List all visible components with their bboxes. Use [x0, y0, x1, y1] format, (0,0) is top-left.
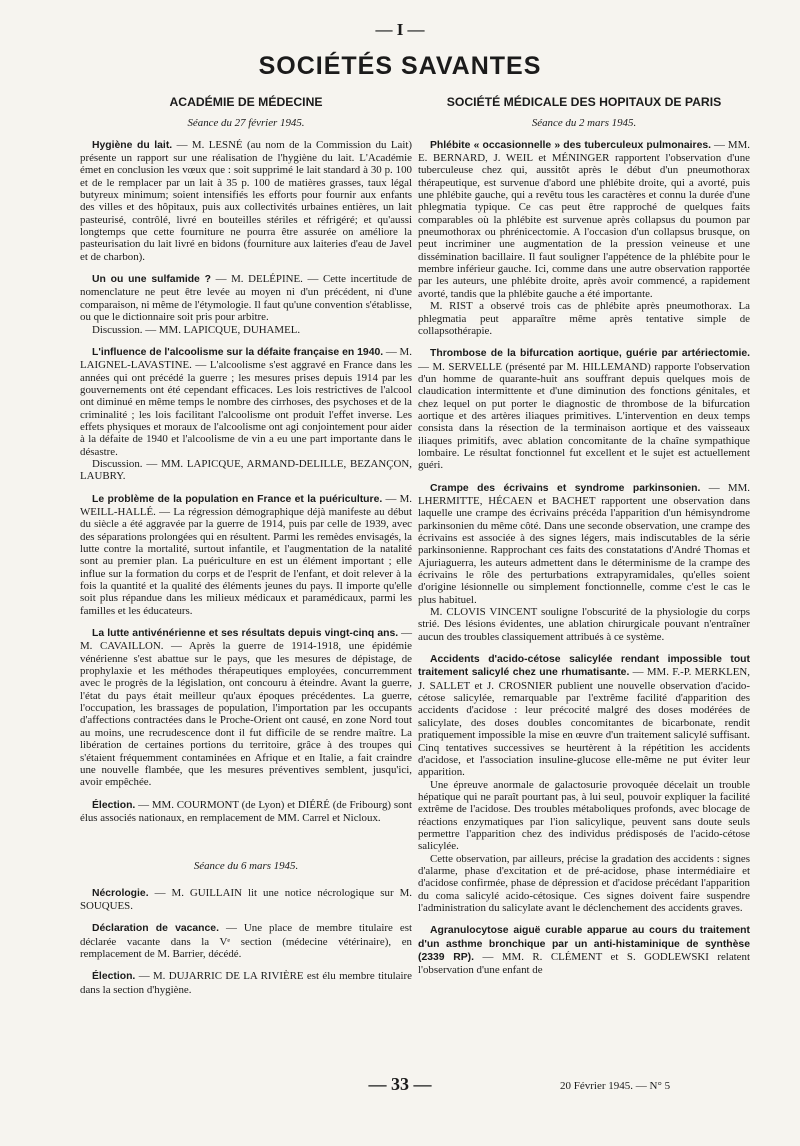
page-title: SOCIÉTÉS SAVANTES	[258, 52, 542, 80]
article-text: Une épreuve anormale de galactosurie provoquée décelait un trouble hépatique qui ne paraît pourtant pas, à lui seul, pouvoir expliquer la facilité extrême de l'acidose. Des troubles métaboliques profonds, avec blocage de réactions enzymatiques par l'ion salicylique, peuvent sans doute seuls permettre l'apparition chez des individus prédisposés de l'acido-cétose salicylée.	[418, 778, 750, 853]
article-list	[418, 139, 750, 977]
session-date: Séance du 27 février 1945.	[187, 117, 305, 130]
article-title: Nécrologie.	[92, 887, 149, 899]
article-body	[80, 346, 412, 458]
article-body	[80, 139, 412, 263]
article-item	[80, 346, 412, 483]
article-body	[80, 970, 412, 996]
article-title: Hygiène du lait.	[92, 139, 173, 151]
article-title: Le problème de la population en France et la puériculture.	[92, 493, 383, 505]
article-continuation	[80, 458, 412, 483]
article-title: Agranulocytose aiguë curable apparue au cours du traitement d'un asthme bronchique par un anti-histaminique de synthèse (2339 RP).	[418, 925, 750, 963]
article-text: — M. SERVELLE (présenté par M. HILLEMAND) rapporte l'observation d'un homme de quarante-huit ans souffrant depuis quelques mois de claudication intermittente et d'une diminution des fonctions génitales, et chez lequel on put porter le diagnostic de thrombose de la bifurcation aortique et des artères iliaques primitives. L'intervention en deux temps consista dans la résection de la terminaison aortique et des vaisseaux iliaques primitifs, avec ablation concomitante de la chaîne sympathique lombaire. Le résultat fonctionnel fut excellent et le sujet est actuellement guéri.	[418, 360, 750, 472]
article-list	[80, 139, 412, 825]
article-body	[80, 799, 412, 825]
article-body	[418, 482, 750, 606]
article-item	[418, 139, 750, 338]
article-title: Un ou une sulfamide ?	[92, 274, 211, 286]
article-continuation	[418, 606, 750, 643]
article-item	[80, 887, 412, 913]
article-title: Phlébite « occasionnelle » des tuberculeux pulmonaires.	[430, 139, 712, 151]
article-text: — MM. COURMONT (de Lyon) et DIÉRÉ (de Fribourg) sont élus associés nationaux, en remplacement de MM. Carrel et Nicloux.	[80, 798, 412, 824]
article-text: — MM. F.-P. MERKLEN, J. SALLET et J. CROSNIER publient une nouvelle observation d'acido-cétose salicylée, remarquable par l'extrême facilité d'apparition des accidents d'acidose : leur précocité malgré des doses modérées de salicylate, des doses doubles concomitantes de bicarbonate, rendit pratiquement impossible la mise en œuvre d'un traitement salicylé suffisant. Cinq tentatives successives se heurtèrent à la répétition les accidents d'acidose, et l'association insuline-glucose elle-même ne put éviter leur apparition.	[418, 666, 750, 779]
article-item	[418, 347, 750, 471]
article-text: — M. WEILL-HALLÉ. — La régression démographique déjà manifeste au début du siècle a été aggravée par la guerre de 1914, puis par celle de 1939, avec des séparations prolongées qui en résultent. Parmi les remèdes envisagés, la lutte contre la mortalité, surtout infantile, et l'augmentation de la natalité sont au premier plan. La puériculture en est un élément important ; elle influe sur la formation du corps et de l'esprit de l'enfant, et doit relever à la fois la quantité et la qualité des éléments jeunes du pays. Il importe qu'elle soit plus répandue dans les milieux médicaux et paramédicaux, parmi les familles et les éducateurs.	[80, 492, 412, 617]
session-date-2: Séance du 6 mars 1945.	[193, 860, 299, 873]
article-item	[418, 653, 750, 914]
article-title: Élection.	[92, 971, 136, 983]
article-text: — MM. E. BERNARD, J. WEIL et MÉNINGER rapportent l'observation d'une tuberculeuse chez qui, aussitôt après le début d'un pneumothorax thérapeutique, est survenue d'abord une phlébite droite, qui a avorté, puis une phlébite gauche, qui a revêtu tous les caractères et connu la durée d'une phlegmatia typique. Ce cas peut être rapproché de quelques faits comparables où la phlébite est survenue après collapsus du poumon par pneumothorax ou phrénicectomie. A l'occasion d'un collapsus brusque, on peut incriminer une augmentation de la pression veineuse et une dissémination bacillaire. Il faut souligner l'appétence de la phlébite pour le membre inférieur gauche. Ici, comme dans une autre observation rapportée par les auteurs, une phlébite droite, après avoir commencé, a rapidement avorté, tandis que la phlébite gauche a été importante.	[418, 138, 750, 300]
article-body	[418, 924, 750, 976]
article-text: Discussion. — MM. LAPICQUE, DUHAMEL.	[92, 323, 301, 336]
article-list-2	[80, 887, 412, 996]
article-body	[80, 887, 412, 913]
article-text: — M. LAIGNEL-LAVASTINE. — L'alcoolisme s'est aggravé en France dans les années qui ont précédé la guerre ; les mesures prises depuis 1914 par les gouvernements ont été cependant efficaces. Les lois restrictives de l'alcool ont diminué en même temps le nombre des cirrhoses, des psychoses et de la criminalité ; les lois facilitant l'alcoolisme ont produit l'effet inverse. Les effets physiques et moraux de l'alcoolisme ont agi conjointement pour aider à la défaite de 1940 et l'alcoolisme de vin a eu une part importante dans le désastre.	[80, 345, 412, 458]
footer-page-number: — 33 —	[368, 1074, 432, 1094]
session-date: Séance du 2 mars 1945.	[531, 117, 637, 130]
article-body	[80, 627, 412, 788]
article-item	[418, 924, 750, 976]
article-item	[80, 799, 412, 825]
article-body	[418, 347, 750, 471]
right-column	[418, 96, 750, 987]
article-text: M. CLOVIS VINCENT souligne l'obscurité de la physiologie du corps strié. Des lésions évidentes, une ablation chirurgicale pouvant n'entraîner aucun des troubles classiquement attribués à ce système.	[418, 606, 750, 643]
article-title: Accidents d'acido-cétose salicylée rendant impossible tout traitement salicylé chez une rhumatisante.	[418, 654, 750, 679]
article-title: L'influence de l'alcoolisme sur la défaite française en 1940.	[92, 346, 384, 358]
section-heading-hopitaux: SOCIÉTÉ MÉDICALE DES HOPITAUX DE PARIS	[446, 95, 722, 109]
article-item	[80, 493, 412, 617]
article-text: — M. LESNÉ (au nom de la Commission du Lait) présente un rapport sur une réalisation de l'hygiène du lait. L'Académie émet en conclusion les vœux que : soit supprimé le lait standard à 30 p. 100 et de le remplacer par un lait à 35 p. 100 de matières grasses, taux légal butyreux minimum; soient intensifiés les efforts pour fournir aux enfants des villes et des hôpitaux, puis aux collectivités urbaines entières, un lait pasteurisé, contrôlé, livré en bouteilles stériles et réfrigéré; et qu'aussi longtemps que cette fourniture ne pourra être assurée on améliore la pasteurisation du lait livré en bidons (fourniture aux laiteries d'eau de Javel et de charbon).	[80, 138, 412, 263]
article-title: Déclaration de vacance.	[92, 923, 219, 935]
article-body	[418, 653, 750, 778]
top-page-number: — I —	[375, 20, 425, 39]
left-column	[80, 96, 412, 1006]
article-item	[80, 922, 412, 960]
article-text: — M. DELÉPINE. — Cette incertitude de nomenclature ne peut être levée au moyen ni d'un précédent, ni d'une comparaison, ni même de l'étymologie. Il faut qu'une convention s'établisse, ou que le dictionnaire soit pris pour arbitre.	[80, 273, 412, 324]
article-body	[80, 273, 412, 323]
article-item	[80, 139, 412, 263]
article-continuation	[418, 300, 750, 337]
article-item	[80, 273, 412, 336]
article-continuation	[418, 853, 750, 915]
article-title: Élection.	[92, 799, 136, 811]
article-text: — M. DUJARRIC DE LA RIVIÈRE est élu membre titulaire dans la section d'hygiène.	[80, 970, 412, 996]
article-item	[80, 627, 412, 788]
article-item	[418, 482, 750, 643]
article-text: — MM. R. CLÉMENT et S. GODLEWSKI relatent l'observation d'une enfant de	[418, 951, 750, 977]
section-heading-academie: ACADÉMIE DE MÉDECINE	[169, 95, 323, 109]
article-body	[80, 493, 412, 617]
article-text: — MM. LHERMITTE, HÉCAEN et BACHET rapportent une observation dans laquelle une crampe des écrivains précéda l'apparition d'un hémisyndrome parkinsonien du même côté. Dans une seconde observation, une crampe des écrivains est associée à des signes légers, mais indiscutables de la série parkinsonienne. Rapprochant ces faits des constatations d'André Thomas et Ajuriaguerra, les auteurs admettent dans le déterminisme de la crampe des écrivains le rôle des perturbations extrapyramidales, qu'elles soient d'origine lésionnelle ou simplement fonctionnelle, comme c'est le cas le plus habituel.	[418, 481, 750, 606]
article-text: — M. GUILLAIN lit une notice nécrologique sur M. SOUQUES.	[80, 886, 412, 912]
issue-date: 20 Février 1945. — N° 5	[560, 1080, 671, 1092]
article-title: La lutte antivénérienne et ses résultats depuis vingt-cinq ans.	[92, 628, 399, 640]
article-text: Cette observation, par ailleurs, précise la gradation des accidents : signes d'alarme, phase d'excitation et de pré-acidose, phase intermédiaire et d'acidose confirmée, phase de dépression et d'acidose précédant l'apparition du coma salicylé acido-cétosique. Ces signes doivent faire suspendre l'administration du salicylate avant le déclenchement des accidents graves.	[418, 852, 750, 914]
article-title: Crampe des écrivains et syndrome parkinsonien.	[430, 482, 701, 494]
article-text: — M. CAVAILLON. — Après la guerre de 1914-1918, une épidémie vénérienne s'est abattue sur le pays, que les mesures de dépistage, de prophylaxie et les méthodes thérapeutiques employées, concurremment avec le progrès de la législation, ont concouru à éteindre. Avant la guerre, l'état du pays était meilleur qu'aux époques précédentes. La guerre, l'occupation, les brassages de population, l'importation par les occupants d'affections contractées dans le Proche-Orient ont causé, en zone Nord tout au moins, une recrudescence dont il fut difficile de se rendre maître. La libération de certaines portions du territoire, grâce à des troupes qui s'étaient fréquemment contaminées en Afrique et en Italie, a fait craindre une nouvelle flambée, que les mesures préventives semblent, jusqu'ici, avoir empêchée.	[80, 627, 413, 789]
article-text: — Une place de membre titulaire est déclarée vacante dans la Vᵉ section (médecine vétérinaire), en remplacement de M. Barrier, décédé.	[80, 922, 412, 960]
article-continuation	[418, 779, 750, 853]
article-item	[80, 970, 412, 996]
article-text: M. RIST a observé trois cas de phlébite après pneumothorax. La phlegmatia peut apparaître même après tentative simple de collapsothérapie.	[418, 300, 750, 337]
article-body	[80, 922, 412, 960]
article-text: Discussion. — MM. LAPICQUE, ARMAND-DELILLE, BEZANÇON, LAUBRY.	[80, 457, 412, 483]
article-continuation	[80, 324, 412, 336]
article-title: Thrombose de la bifurcation aortique, guérie par artériectomie.	[430, 348, 750, 360]
article-body	[418, 139, 750, 300]
